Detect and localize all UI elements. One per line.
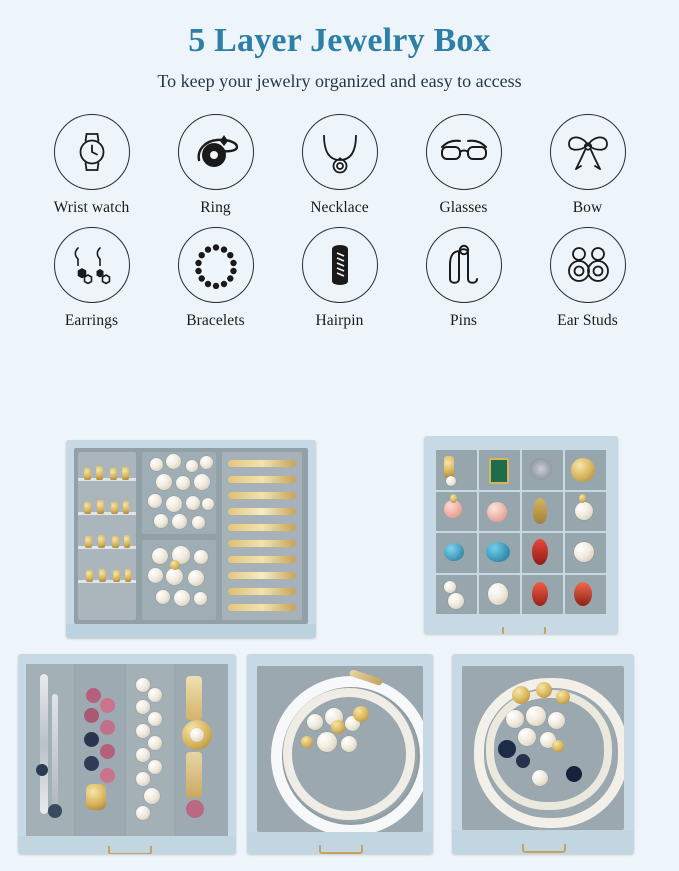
- feature-item-ear-studs: [526, 227, 650, 330]
- feature-item-ring: [154, 114, 278, 217]
- feature-item-earrings: [30, 227, 154, 330]
- page-subtitle: To keep your jewelry organized and easy to access: [157, 71, 522, 92]
- tray-photo-bracelet-watch-slots: [18, 654, 236, 854]
- tray-photo-earring-ring-organizer: [66, 440, 316, 638]
- feature-label: Earrings: [64, 312, 119, 330]
- wrist-watch-icon: [54, 114, 130, 190]
- feature-label: Necklace: [310, 199, 369, 217]
- feature-item-glasses: [402, 114, 526, 217]
- feature-item-hairpin: [278, 227, 402, 330]
- feature-item-wrist-watch: [30, 114, 154, 217]
- tray-photo-pearl-jewelry-layer: [452, 654, 634, 854]
- tray-photo-pearl-necklace-open: [247, 654, 433, 854]
- feature-item-necklace: [278, 114, 402, 217]
- feature-label: Bracelets: [186, 312, 245, 330]
- ear-studs-icon: [550, 227, 626, 303]
- bracelets-icon: [178, 227, 254, 303]
- feature-label: Bow: [572, 199, 603, 217]
- hairpin-icon: [302, 227, 378, 303]
- feature-label: Ear Studs: [557, 312, 618, 330]
- earrings-icon: [54, 227, 130, 303]
- feature-icon-grid: [30, 114, 650, 330]
- page-title: 5 Layer Jewelry Box: [188, 22, 491, 59]
- feature-item-pins: [402, 227, 526, 330]
- feature-item-bracelets: [154, 227, 278, 330]
- feature-label: Glasses: [439, 199, 488, 217]
- feature-label: Ring: [200, 199, 231, 217]
- pins-icon: [426, 227, 502, 303]
- glasses-icon: [426, 114, 502, 190]
- feature-label: Hairpin: [315, 312, 364, 330]
- feature-label: Wrist watch: [53, 199, 130, 217]
- feature-item-bow: [526, 114, 650, 217]
- bow-icon: [550, 114, 626, 190]
- necklace-icon: [302, 114, 378, 190]
- ring-icon: [178, 114, 254, 190]
- feature-label: Pins: [449, 312, 478, 330]
- product-infographic: [0, 22, 679, 871]
- tray-photo-grid-compartments: [424, 436, 618, 634]
- product-photo-collage: [0, 426, 679, 871]
